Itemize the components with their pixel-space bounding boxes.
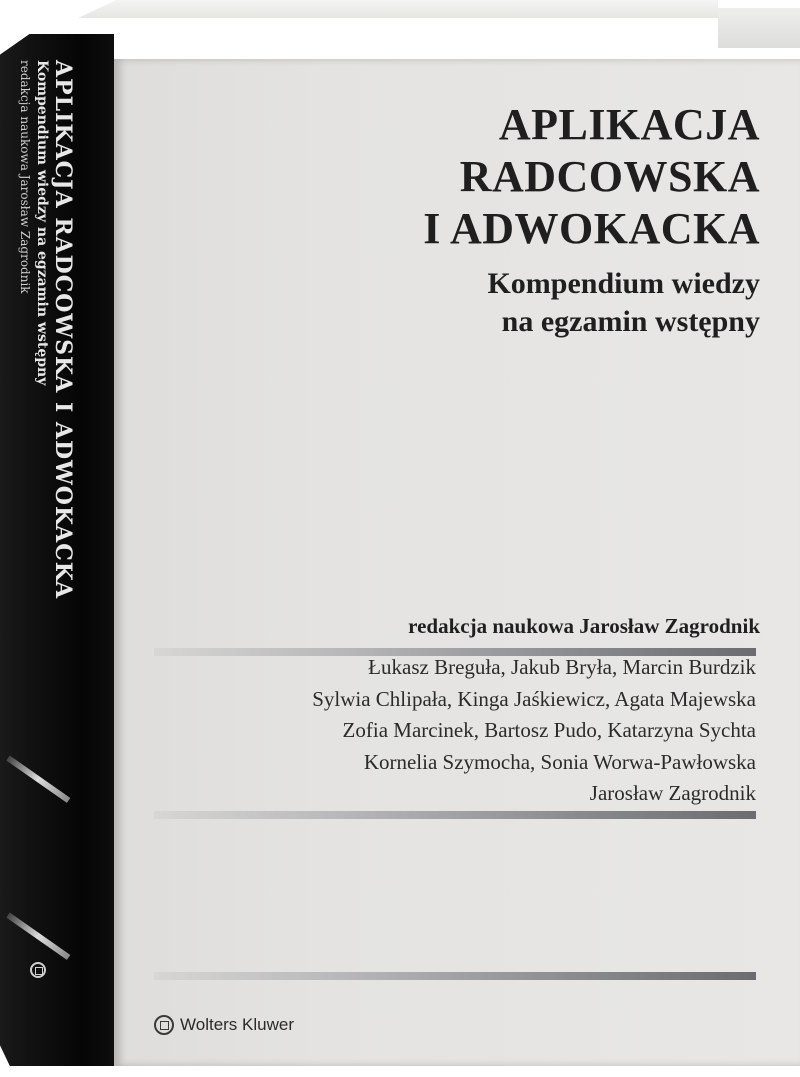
author-line: Kornelia Szymocha, Sonia Worwa-Pawłowska	[363, 749, 756, 774]
author-line: Jarosław Zagrodnik	[589, 781, 756, 805]
cover-editor: redakcja naukowa Jarosław Zagrodnik	[408, 614, 760, 638]
spine-publisher-logo-icon	[30, 962, 46, 978]
author-line: Łukasz Breguła, Jakub Bryła, Marcin Burdzik	[368, 655, 756, 679]
book-spine-edge	[82, 34, 114, 1066]
cover-title	[423, 99, 760, 255]
cover-title-line: I ADWOKACKA	[423, 204, 760, 253]
cover-subtitle-line: Kompendium wiedzy	[487, 267, 760, 300]
cover-subtitle-line: na egzamin wstępny	[501, 305, 760, 338]
cover-title-line: APLIKACJA	[498, 100, 760, 149]
book-page-edge	[78, 0, 718, 18]
spine-text	[10, 60, 84, 940]
spine-subtitle: Kompendium wiedzy na egzamin wstępny	[34, 60, 50, 386]
cover-authors	[312, 652, 756, 810]
spine-title: APLIKACJA RADCOWSKA I ADWOKACKA	[50, 60, 76, 600]
divider-rule	[154, 972, 756, 980]
author-line: Zofia Marcinek, Bartosz Pudo, Katarzyna Sychta	[342, 718, 756, 742]
publisher-name: Wolters Kluwer	[180, 1015, 294, 1034]
book-cover	[114, 59, 800, 1066]
wolters-kluwer-logo-icon	[154, 1015, 174, 1035]
publisher-logo	[154, 1015, 294, 1035]
cover-title-line: RADCOWSKA	[459, 152, 760, 201]
cover-subtitle	[487, 265, 760, 341]
spine-editor: redakcja naukowa Jarosław Zagrodnik	[18, 60, 32, 294]
book-page-edge-right	[718, 8, 800, 48]
author-line: Sylwia Chlipała, Kinga Jaśkiewicz, Agata Majewska	[312, 686, 756, 711]
divider-rule	[154, 811, 756, 819]
